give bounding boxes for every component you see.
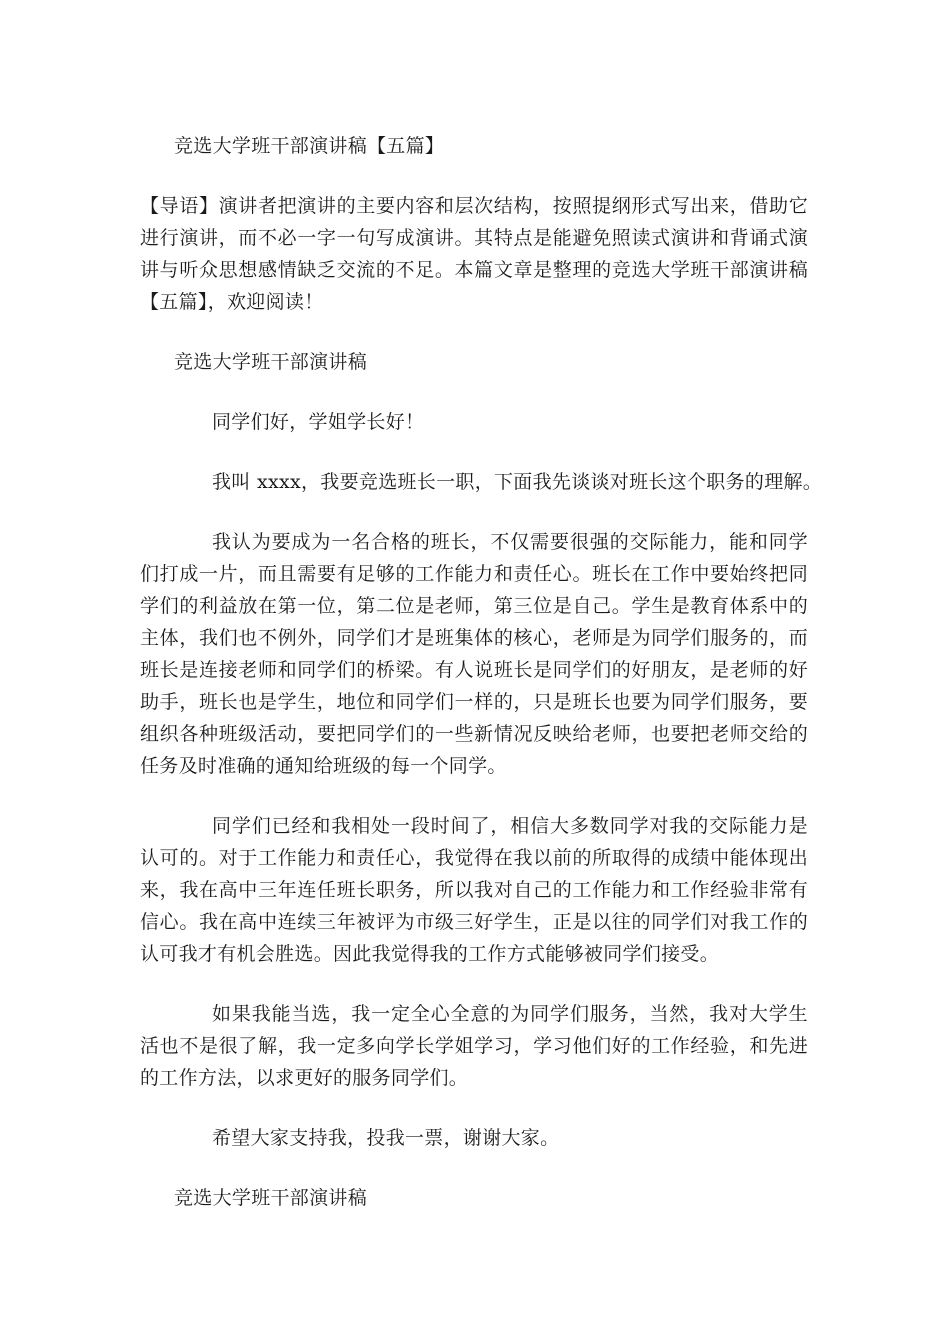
document-body [140,130,823,1214]
greeting-line: 同学们好，学姐学长好！ [212,411,425,433]
body-paragraph-2: 同学们已经和我相处一段时间了，相信大多数同学对我的交际能力是认可的。对于工作能力和责任心，我觉得在我以前的所取得的成绩中能体现出来，我在高中三年连任班长职务，所以我对自己的工作能力和工作经验非常有信心。我在高中连续三年被评为市级三好学生，正是以往的同学们对我工作的认可我才有机会胜选。因此我觉得我的工作方式能够被同学们接受。 [140,815,808,965]
section-heading-1: 竞选大学班干部演讲稿 [174,351,368,373]
body-paragraph-1: 我认为要成为一名合格的班长，不仅需要很强的交际能力，能和同学们打成一片，而且需要有足够的工作能力和责任心。班长在工作中要始终把同学们的利益放在第一位，第二位是老师，第三位是自己。学生是教育体系中的主体，我们也不例外，同学们才是班集体的核心，老师是为同学们服务的，而班长是连接老师和同学们的桥梁。有人说班长是同学们的好朋友，是老师的好助手，班长也是学生，地位和同学们一样的，只是班长也要为同学们服务，要组织各种班级活动，要把同学们的一些新情况反映给老师，也要把老师交给的任务及时准确的通知给班级的每一个同学。 [140,531,808,777]
intro-paragraph: 【导语】演讲者把演讲的主要内容和层次结构，按照提纲形式写出来，借助它进行演讲，而不必一字一句写成演讲。其特点是能避免照读式演讲和背诵式演讲与听众思想感情缺乏交流的不足。本篇文章是整理的竞选大学班干部演讲稿【五篇】，欢迎阅读！ [140,195,808,313]
document-title: 竞选大学班干部演讲稿【五篇】 [174,135,445,157]
section-heading-2: 竞选大学班干部演讲稿 [174,1187,368,1209]
body-paragraph-3: 如果我能当选，我一定全心全意的为同学们服务，当然，我对大学生活也不是很了解，我一定多向学长学姐学习，学习他们好的工作经验，和先进的工作方法，以求更好的服务同学们。 [140,1003,808,1089]
closing-line: 希望大家支持我，投我一票，谢谢大家。 [212,1127,560,1149]
self-intro-line: 我叫 xxxx，我要竞选班长一职，下面我先谈谈对班长这个职务的理解。 [212,471,823,493]
